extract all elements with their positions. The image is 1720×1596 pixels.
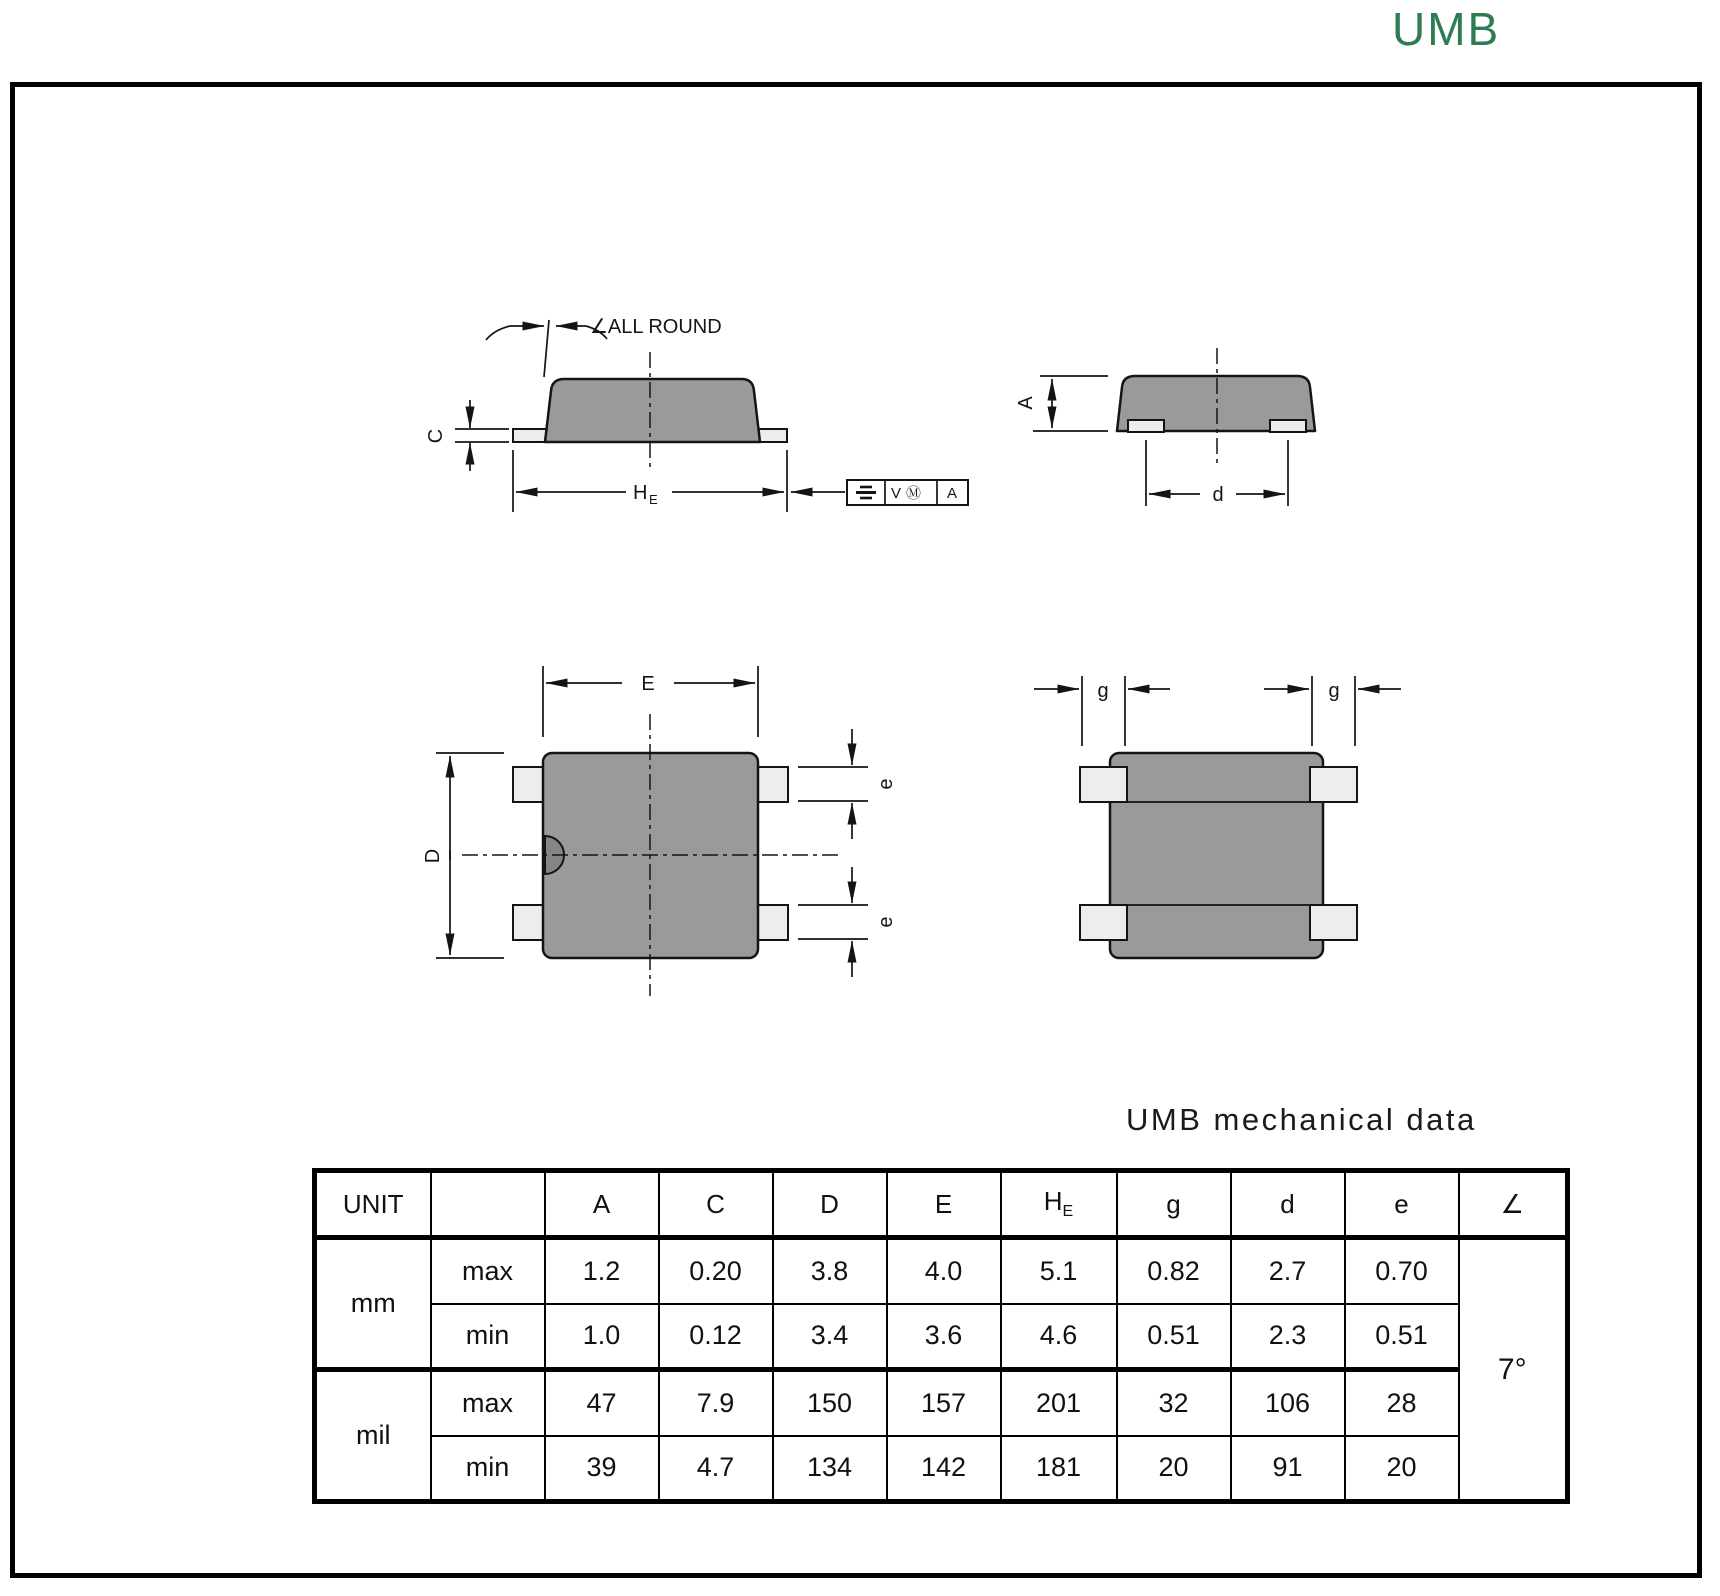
page-title: UMB <box>1392 3 1501 55</box>
value-cell: 4.6 <box>1001 1304 1117 1370</box>
value-cell: 0.20 <box>659 1238 773 1304</box>
header-c: C <box>659 1171 773 1238</box>
value-cell: 28 <box>1345 1370 1459 1436</box>
value-cell: 4.7 <box>659 1436 773 1502</box>
pad-top-right <box>1310 767 1357 802</box>
header-he: $H_E$ <box>1001 1171 1117 1238</box>
mechanical-data-table <box>312 1168 1570 1504</box>
value-cell: 0.51 <box>1117 1304 1231 1370</box>
unit-cell-mm: mm <box>315 1238 431 1370</box>
package-body <box>1110 753 1323 958</box>
dim-e-width-label: E <box>641 673 655 695</box>
header-d: d <box>1231 1171 1345 1238</box>
lead-bottom-left <box>513 905 545 940</box>
value-cell: 20 <box>1345 1436 1459 1502</box>
value-cell: 2.3 <box>1231 1304 1345 1370</box>
angle-arrow-left-tail <box>486 326 510 340</box>
angle-extension-line <box>544 320 549 377</box>
pad-left <box>1128 420 1164 432</box>
value-cell: 3.4 <box>773 1304 887 1370</box>
value-cell: 3.8 <box>773 1238 887 1304</box>
dim-he-label: H <box>633 482 648 504</box>
value-cell: 181 <box>1001 1436 1117 1502</box>
header-e: e <box>1345 1171 1459 1238</box>
c-extension-lines <box>455 429 509 442</box>
value-cell: 91 <box>1231 1436 1345 1502</box>
table-row-mm-max <box>315 1238 1568 1304</box>
value-cell: 150 <box>773 1370 887 1436</box>
pad-bottom-left <box>1080 905 1127 940</box>
limit-cell: max <box>431 1238 545 1304</box>
dim-e-lead-bottom-label: e <box>875 916 897 928</box>
value-cell: 0.70 <box>1345 1238 1459 1304</box>
dim-e-lead-top-label: e <box>875 778 897 790</box>
value-cell: 0.51 <box>1345 1304 1459 1370</box>
value-cell: 0.82 <box>1117 1238 1231 1304</box>
pad-bottom-right <box>1310 905 1357 940</box>
value-cell: 134 <box>773 1436 887 1502</box>
frame-datum-a-label: A <box>946 485 958 502</box>
header-a: A <box>545 1171 659 1238</box>
table-row-mil-max <box>315 1370 1568 1436</box>
top-view <box>422 666 897 996</box>
value-cell: 32 <box>1117 1370 1231 1436</box>
dim-g-left-label: g <box>1097 680 1109 702</box>
limit-cell: min <box>431 1304 545 1370</box>
dim-g-right-label: g <box>1328 680 1340 702</box>
value-cell: 7.9 <box>659 1370 773 1436</box>
value-cell: 2.7 <box>1231 1238 1345 1304</box>
e-bottom-extension-lines <box>798 905 868 939</box>
table-title: UMB mechanical data <box>1126 1102 1477 1137</box>
feature-control-frame <box>847 480 968 505</box>
header-spec <box>431 1171 545 1238</box>
table-header-row <box>315 1171 1568 1238</box>
lead-bottom-right <box>756 905 788 940</box>
value-cell: 5.1 <box>1001 1238 1117 1304</box>
angle-value-cell: 7° <box>1459 1238 1568 1502</box>
e-top-extension-lines <box>798 767 868 801</box>
lead-top-right <box>756 767 788 802</box>
package-body <box>545 379 760 442</box>
value-cell: 4.0 <box>887 1238 1001 1304</box>
lead-top-left <box>513 767 545 802</box>
dim-c-label: C <box>425 428 447 444</box>
value-cell: 20 <box>1117 1436 1231 1502</box>
dim-d-label: d <box>1212 484 1224 506</box>
front-view <box>1015 348 1315 506</box>
dim-a-label: A <box>1015 396 1037 410</box>
value-cell: 1.2 <box>545 1238 659 1304</box>
header-g: g <box>1117 1171 1231 1238</box>
dim-he-sub-label: E <box>649 492 658 507</box>
a-extension-lines <box>1033 376 1108 431</box>
table-row-mm-min <box>315 1304 1568 1370</box>
header-unit: UNIT <box>315 1171 431 1238</box>
limit-cell: max <box>431 1370 545 1436</box>
value-cell: 1.0 <box>545 1304 659 1370</box>
header-e-body: E <box>887 1171 1001 1238</box>
value-cell: 3.6 <box>887 1304 1001 1370</box>
dim-d-height-label: D <box>422 848 444 864</box>
header-angle: ∠ <box>1459 1171 1568 1238</box>
value-cell: 39 <box>545 1436 659 1502</box>
unit-cell-mil: mil <box>315 1370 431 1502</box>
frame-m-modifier-icon: Ⓜ <box>906 485 922 502</box>
value-cell: 106 <box>1231 1370 1345 1436</box>
value-cell: 0.12 <box>659 1304 773 1370</box>
frame-v-label: V <box>891 485 902 502</box>
pad-top-left <box>1080 767 1127 802</box>
pad-right <box>1270 420 1306 432</box>
value-cell: 157 <box>887 1370 1001 1436</box>
value-cell: 47 <box>545 1370 659 1436</box>
side-view <box>425 316 968 512</box>
value-cell: 142 <box>887 1436 1001 1502</box>
value-cell: 201 <box>1001 1370 1117 1436</box>
limit-cell: min <box>431 1436 545 1502</box>
bottom-view <box>1034 676 1401 958</box>
header-d-body: D <box>773 1171 887 1238</box>
angle-note-label: ∠ALL ROUND <box>590 316 722 338</box>
table-row-mil-min <box>315 1436 1568 1502</box>
